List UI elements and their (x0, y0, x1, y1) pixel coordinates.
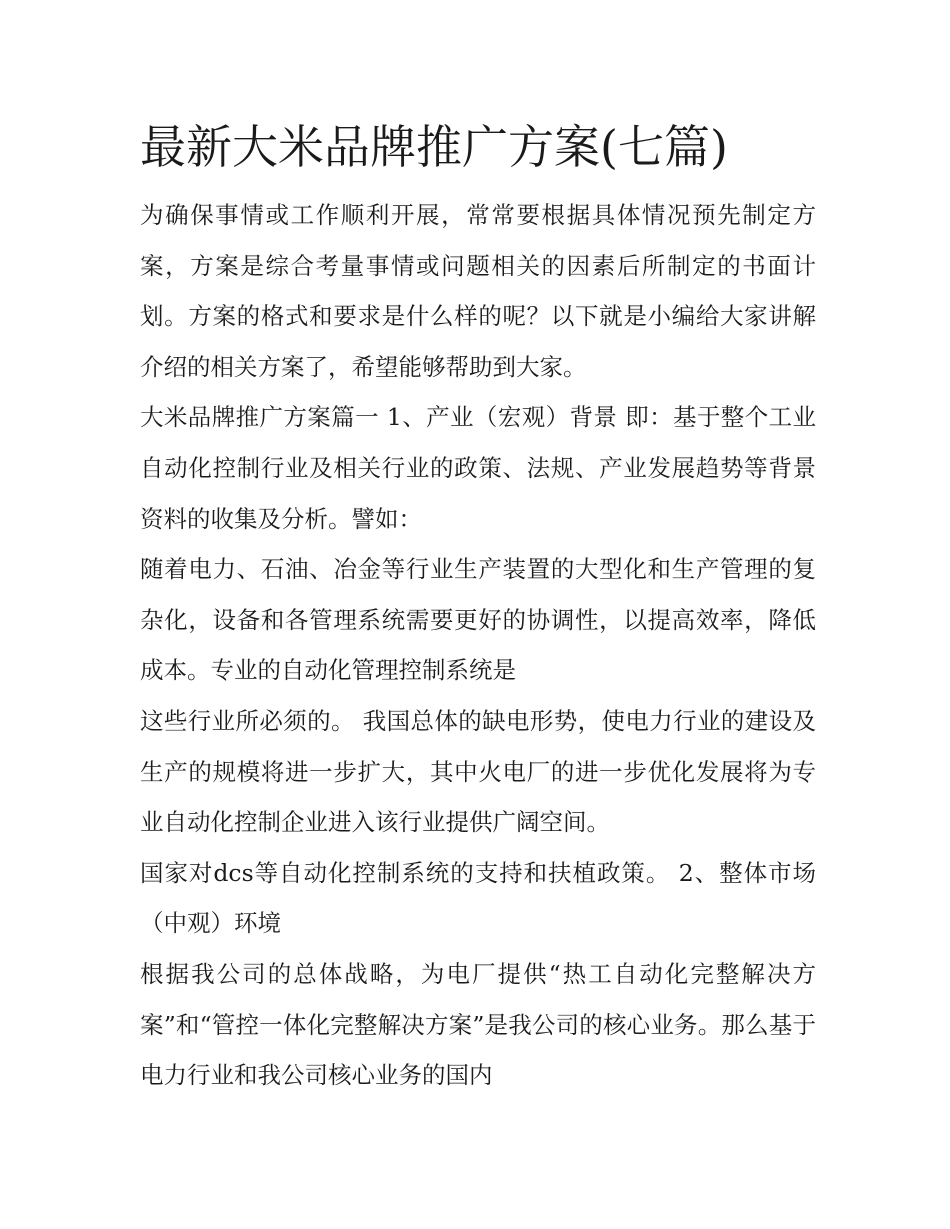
paragraph-industry-trend: 随着电力、石油、冶金等行业生产装置的大型化和生产管理的复杂化，设备和各管理系统需要更好的协调性，以提高效率，降低成本。专业的自动化管理控制系统是 (140, 555, 816, 685)
paragraph-background: 大米品牌推广方案篇一 1、产业（宏观）背景 即：基于整个工业自动化控制行业及相关行业的政策、法规、产业发展趋势等背景资料的收集及分析。譬如： (140, 403, 816, 533)
paragraph-policy: 国家对dcs等自动化控制系统的支持和扶植政策。 2、整体市场（中观）环境 (140, 858, 816, 938)
document-page (140, 112, 816, 1101)
paragraph-strategy: 根据我公司的总体战略，为电厂提供“热工自动化完整解决方案”和“管控一体化完整解决方案”是我公司的核心业务。那么基于电力行业和我公司核心业务的国内 (140, 959, 816, 1090)
document-title: 最新大米品牌推广方案(七篇) (140, 120, 728, 174)
paragraph-intro: 为确保事情或工作顺利开展，常常要根据具体情况预先制定方案，方案是综合考量事情或问题相关的因素后所制定的书面计划。方案的格式和要求是什么样的呢？以下就是小编给大家讲解介绍的相关方案了，希望能够帮助到大家。 (140, 201, 816, 381)
paragraph-power-shortage: 这些行业所必须的。 我国总体的缺电形势，使电力行业的建设及生产的规模将进一步扩大，其中火电厂的进一步优化发展将为专业自动化控制企业进入该行业提供广阔空间。 (140, 706, 816, 837)
